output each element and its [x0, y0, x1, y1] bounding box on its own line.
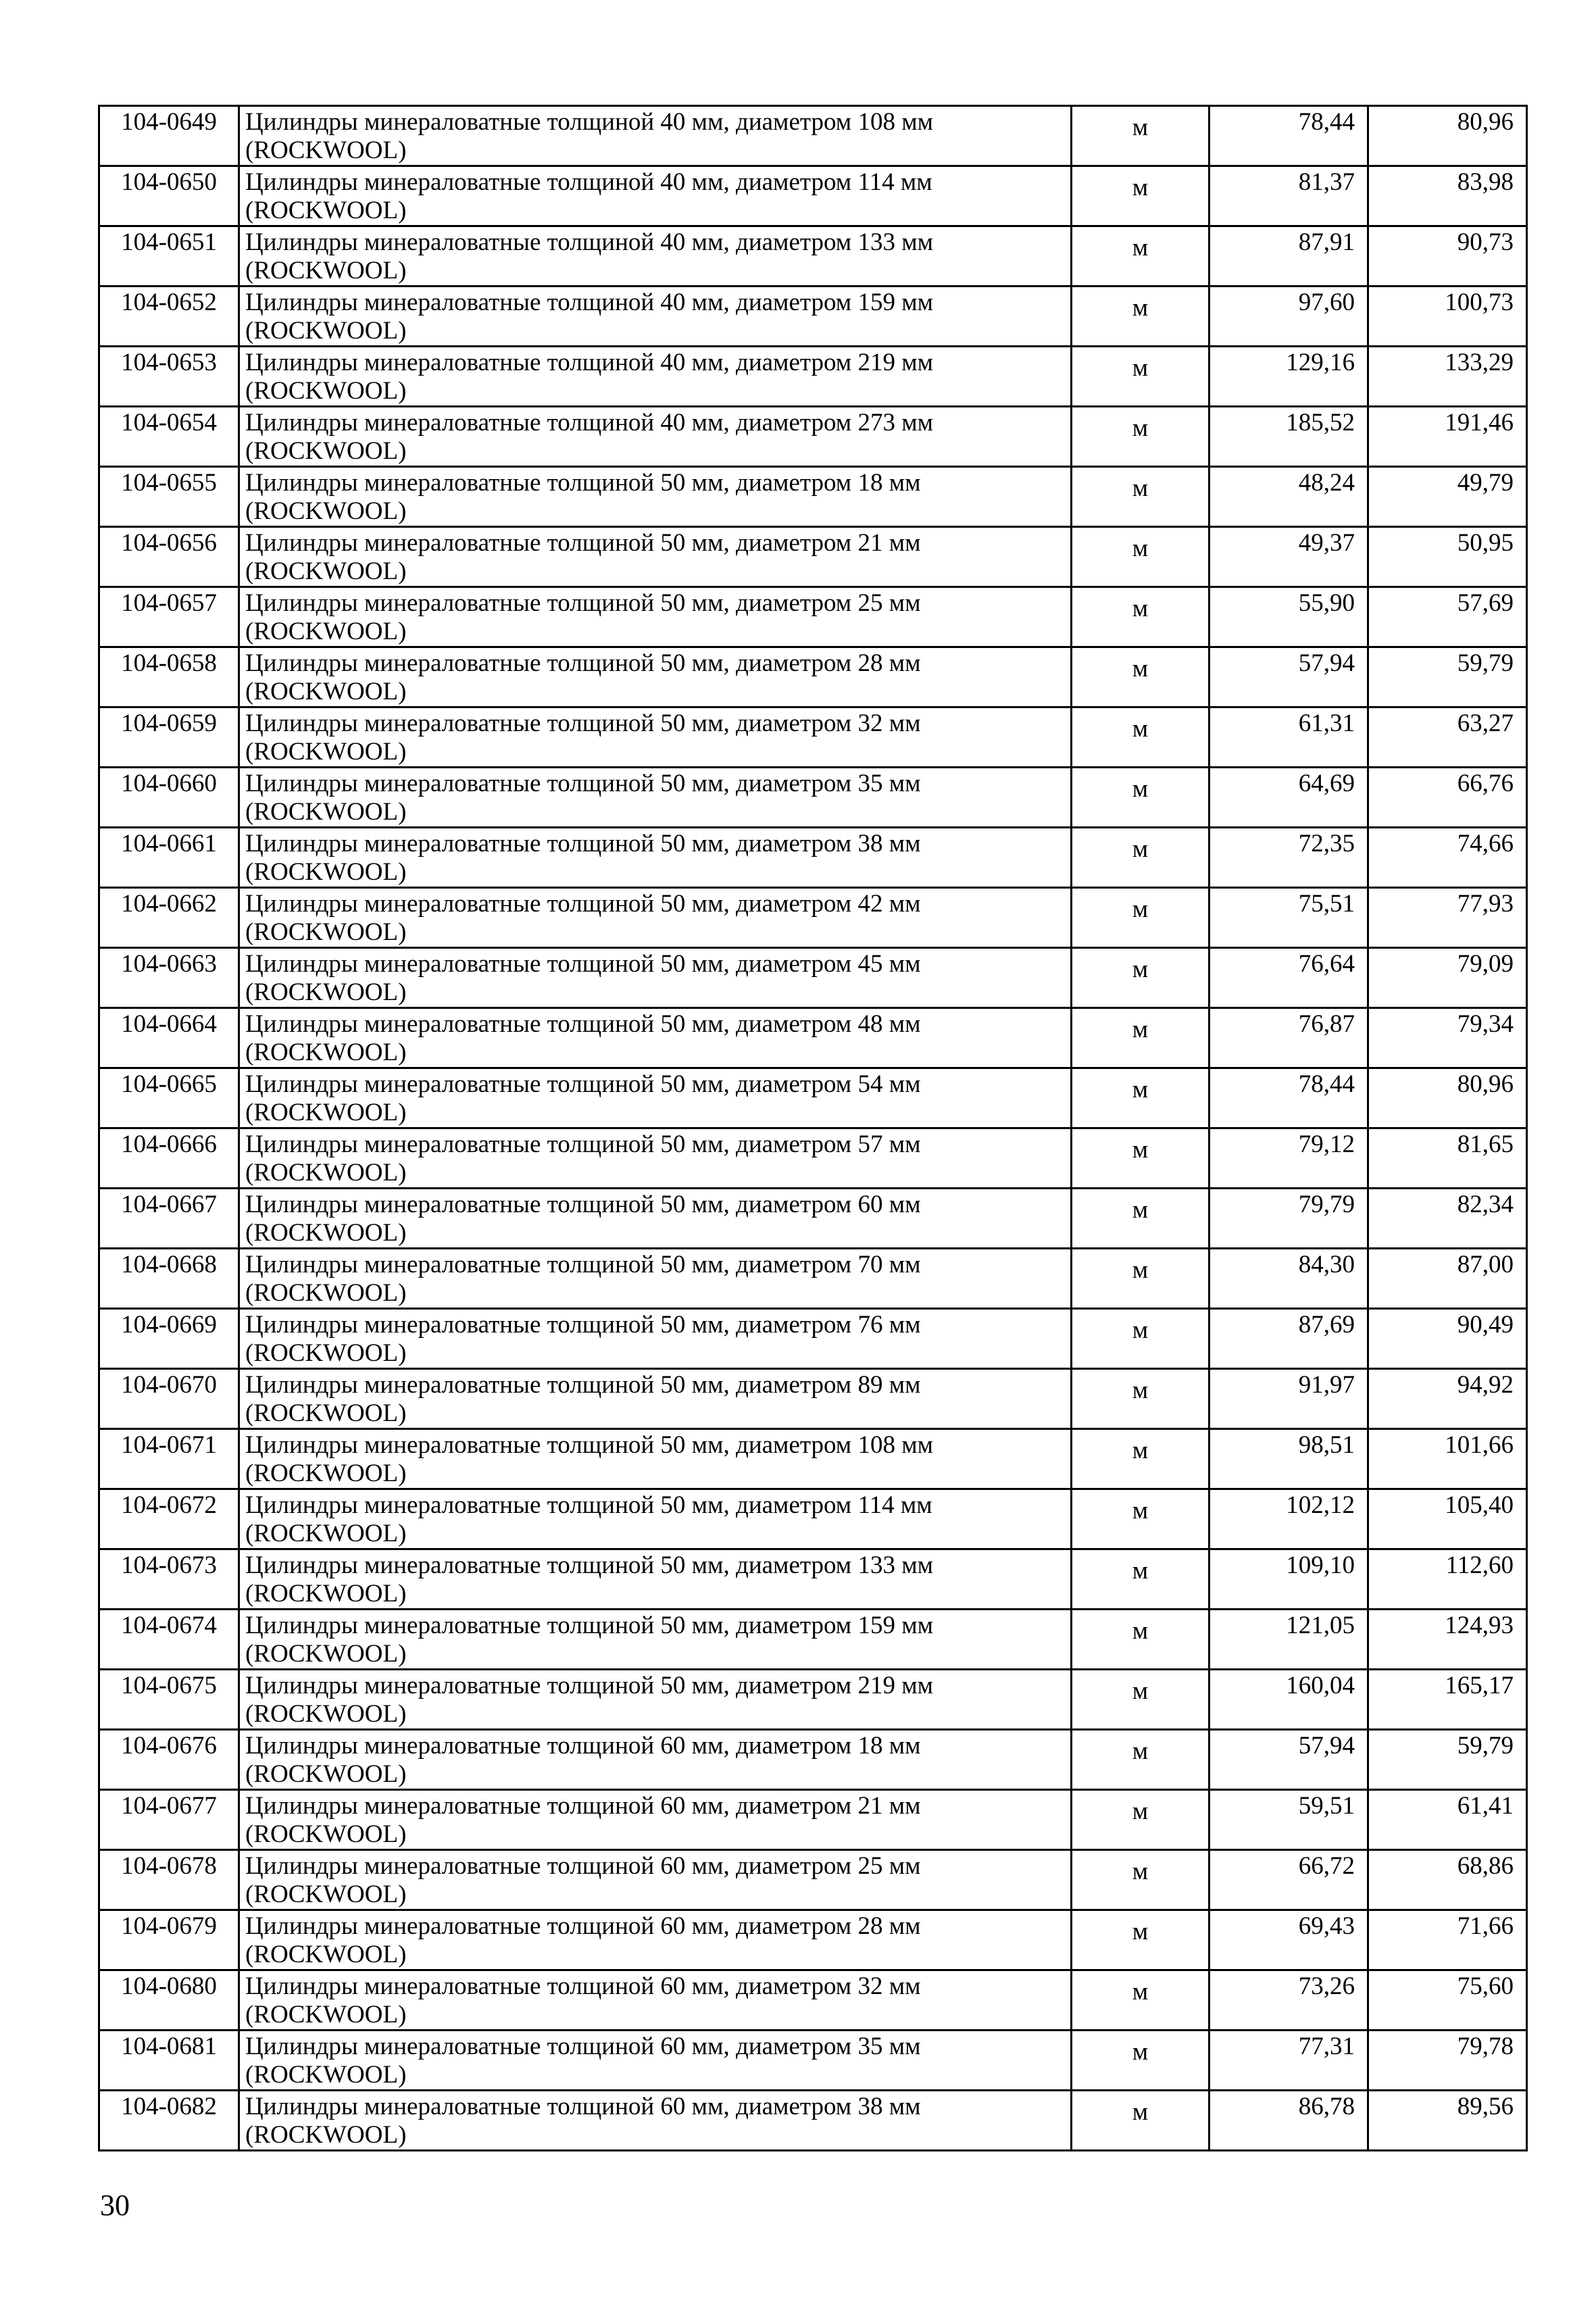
item-brand: (ROCKWOOL) [245, 858, 407, 886]
item-brand: (ROCKWOOL) [245, 978, 407, 1006]
item-price-1: 76,64 [1210, 948, 1368, 1008]
item-brand: (ROCKWOOL) [245, 2061, 407, 2089]
item-description [239, 1970, 1072, 2031]
item-unit: м [1072, 1369, 1210, 1429]
item-brand: (ROCKWOOL) [245, 1460, 407, 1487]
item-brand: (ROCKWOOL) [245, 1339, 407, 1367]
item-unit: м [1072, 587, 1210, 647]
item-code: 104-0671 [99, 1429, 239, 1489]
item-unit: м [1072, 1189, 1210, 1249]
item-description [239, 1610, 1072, 1670]
table-row [99, 2031, 1527, 2091]
item-unit: м [1072, 647, 1210, 707]
item-code: 104-0669 [99, 1309, 239, 1369]
item-name: Цилиндры минераловатные толщиной 50 мм, диаметром 60 мм [245, 1191, 921, 1218]
table-row [99, 1309, 1527, 1369]
item-name: Цилиндры минераловатные толщиной 50 мм, диаметром 54 мм [245, 1070, 921, 1098]
item-unit: м [1072, 2031, 1210, 2091]
item-description [239, 1008, 1072, 1068]
item-brand: (ROCKWOOL) [245, 497, 407, 525]
item-unit: м [1072, 1429, 1210, 1489]
item-price-1: 57,94 [1210, 647, 1368, 707]
table-row [99, 1610, 1527, 1670]
item-name: Цилиндры минераловатные толщиной 60 мм, диаметром 38 мм [245, 2093, 921, 2120]
item-name: Цилиндры минераловатные толщиной 60 мм, диаметром 32 мм [245, 1972, 921, 2000]
item-price-2: 49,79 [1368, 467, 1527, 527]
item-price-1: 49,37 [1210, 527, 1368, 587]
item-description [239, 1730, 1072, 1790]
item-brand: (ROCKWOOL) [245, 1640, 407, 1668]
table-row [99, 1850, 1527, 1910]
item-price-2: 79,78 [1368, 2031, 1527, 2091]
table-row [99, 2091, 1527, 2151]
item-code: 104-0674 [99, 1610, 239, 1670]
item-price-1: 55,90 [1210, 587, 1368, 647]
item-code: 104-0661 [99, 828, 239, 888]
item-unit: м [1072, 948, 1210, 1008]
item-code: 104-0652 [99, 287, 239, 347]
item-price-1: 129,16 [1210, 347, 1368, 407]
item-unit: м [1072, 527, 1210, 587]
item-description [239, 1790, 1072, 1850]
item-unit: м [1072, 888, 1210, 948]
item-code: 104-0670 [99, 1369, 239, 1429]
item-price-1: 75,51 [1210, 888, 1368, 948]
item-brand: (ROCKWOOL) [245, 437, 407, 465]
item-unit: м [1072, 1128, 1210, 1189]
item-unit: м [1072, 1730, 1210, 1790]
item-unit: м [1072, 1670, 1210, 1730]
item-description [239, 1549, 1072, 1610]
page-number: 30 [100, 2189, 130, 2222]
item-brand: (ROCKWOOL) [245, 618, 407, 645]
table-row [99, 1369, 1527, 1429]
item-brand: (ROCKWOOL) [245, 317, 407, 345]
item-price-1: 61,31 [1210, 707, 1368, 768]
item-unit: м [1072, 1610, 1210, 1670]
item-unit: м [1072, 1309, 1210, 1369]
item-brand: (ROCKWOOL) [245, 257, 407, 284]
item-name: Цилиндры минераловатные толщиной 50 мм, диаметром 159 мм [245, 1612, 934, 1639]
item-name: Цилиндры минераловатные толщиной 40 мм, диаметром 114 мм [245, 168, 932, 196]
table-row [99, 1970, 1527, 2031]
item-unit: м [1072, 707, 1210, 768]
item-description [239, 888, 1072, 948]
table-row [99, 1549, 1527, 1610]
item-name: Цилиндры минераловатные толщиной 40 мм, диаметром 133 мм [245, 228, 934, 256]
item-name: Цилиндры минераловатные толщиной 50 мм, диаметром 21 мм [245, 529, 921, 557]
table-row [99, 1189, 1527, 1249]
item-price-2: 82,34 [1368, 1189, 1527, 1249]
table-row [99, 707, 1527, 768]
item-price-1: 76,87 [1210, 1008, 1368, 1068]
item-code: 104-0681 [99, 2031, 239, 2091]
item-code: 104-0680 [99, 1970, 239, 2031]
item-description [239, 287, 1072, 347]
item-price-2: 124,93 [1368, 1610, 1527, 1670]
item-price-1: 78,44 [1210, 106, 1368, 166]
item-brand: (ROCKWOOL) [245, 1941, 407, 1968]
item-price-2: 63,27 [1368, 707, 1527, 768]
item-code: 104-0650 [99, 166, 239, 226]
table-row [99, 888, 1527, 948]
table-row [99, 287, 1527, 347]
item-name: Цилиндры минераловатные толщиной 60 мм, диаметром 18 мм [245, 1732, 921, 1760]
item-unit: м [1072, 1249, 1210, 1309]
item-price-1: 72,35 [1210, 828, 1368, 888]
item-price-1: 77,31 [1210, 2031, 1368, 2091]
table-row [99, 166, 1527, 226]
item-brand: (ROCKWOOL) [245, 1219, 407, 1247]
item-price-1: 86,78 [1210, 2091, 1368, 2151]
item-price-2: 112,60 [1368, 1549, 1527, 1610]
item-name: Цилиндры минераловатные толщиной 50 мм, диаметром 76 мм [245, 1311, 921, 1339]
item-unit: м [1072, 287, 1210, 347]
item-unit: м [1072, 1489, 1210, 1549]
item-name: Цилиндры минераловатные толщиной 50 мм, диаметром 45 мм [245, 950, 921, 978]
item-code: 104-0682 [99, 2091, 239, 2151]
table-row [99, 1730, 1527, 1790]
table-row [99, 1489, 1527, 1549]
item-description [239, 707, 1072, 768]
item-code: 104-0667 [99, 1189, 239, 1249]
item-brand: (ROCKWOOL) [245, 918, 407, 946]
price-table-body [99, 106, 1527, 2151]
item-brand: (ROCKWOOL) [245, 738, 407, 766]
item-brand: (ROCKWOOL) [245, 1279, 407, 1307]
item-price-1: 79,12 [1210, 1128, 1368, 1189]
item-code: 104-0676 [99, 1730, 239, 1790]
item-description [239, 948, 1072, 1008]
table-row [99, 828, 1527, 888]
item-name: Цилиндры минераловатные толщиной 40 мм, диаметром 219 мм [245, 349, 934, 376]
item-code: 104-0658 [99, 647, 239, 707]
item-brand: (ROCKWOOL) [245, 2121, 407, 2149]
item-description [239, 166, 1072, 226]
item-price-2: 75,60 [1368, 1970, 1527, 2031]
item-brand: (ROCKWOOL) [245, 557, 407, 585]
item-description [239, 1489, 1072, 1549]
item-name: Цилиндры минераловатные толщиной 40 мм, диаметром 273 мм [245, 409, 934, 437]
item-price-2: 105,40 [1368, 1489, 1527, 1549]
item-code: 104-0663 [99, 948, 239, 1008]
item-price-2: 191,46 [1368, 407, 1527, 467]
item-brand: (ROCKWOOL) [245, 197, 407, 224]
item-unit: м [1072, 106, 1210, 166]
item-price-1: 79,79 [1210, 1189, 1368, 1249]
item-name: Цилиндры минераловатные толщиной 50 мм, диаметром 70 мм [245, 1251, 921, 1278]
item-description [239, 1128, 1072, 1189]
item-price-1: 109,10 [1210, 1549, 1368, 1610]
item-brand: (ROCKWOOL) [245, 1760, 407, 1788]
item-name: Цилиндры минераловатные толщиной 50 мм, диаметром 38 мм [245, 830, 921, 857]
item-code: 104-0664 [99, 1008, 239, 1068]
item-brand: (ROCKWOOL) [245, 1580, 407, 1608]
item-brand: (ROCKWOOL) [245, 377, 407, 405]
item-code: 104-0665 [99, 1068, 239, 1128]
item-name: Цилиндры минераловатные толщиной 40 мм, диаметром 108 мм [245, 108, 934, 136]
item-code: 104-0660 [99, 768, 239, 828]
item-code: 104-0649 [99, 106, 239, 166]
item-name: Цилиндры минераловатные толщиной 50 мм, диаметром 57 мм [245, 1130, 921, 1158]
item-brand: (ROCKWOOL) [245, 1520, 407, 1547]
item-price-1: 78,44 [1210, 1068, 1368, 1128]
item-brand: (ROCKWOOL) [245, 1700, 407, 1728]
item-code: 104-0656 [99, 527, 239, 587]
item-price-2: 94,92 [1368, 1369, 1527, 1429]
item-price-1: 64,69 [1210, 768, 1368, 828]
table-row [99, 1008, 1527, 1068]
item-price-1: 102,12 [1210, 1489, 1368, 1549]
item-price-1: 185,52 [1210, 407, 1368, 467]
item-brand: (ROCKWOOL) [245, 1099, 407, 1126]
item-unit: м [1072, 1549, 1210, 1610]
item-unit: м [1072, 768, 1210, 828]
item-name: Цилиндры минераловатные толщиной 50 мм, диаметром 28 мм [245, 649, 921, 677]
item-price-2: 100,73 [1368, 287, 1527, 347]
item-code: 104-0654 [99, 407, 239, 467]
table-row [99, 587, 1527, 647]
item-code: 104-0659 [99, 707, 239, 768]
item-code: 104-0677 [99, 1790, 239, 1850]
table-row [99, 106, 1527, 166]
item-brand: (ROCKWOOL) [245, 1881, 407, 1908]
table-row [99, 1128, 1527, 1189]
item-description [239, 1068, 1072, 1128]
item-price-2: 165,17 [1368, 1670, 1527, 1730]
item-price-1: 98,51 [1210, 1429, 1368, 1489]
item-price-2: 83,98 [1368, 166, 1527, 226]
item-name: Цилиндры минераловатные толщиной 50 мм, диаметром 219 мм [245, 1672, 934, 1699]
item-description [239, 768, 1072, 828]
item-code: 104-0672 [99, 1489, 239, 1549]
item-unit: м [1072, 347, 1210, 407]
table-row [99, 768, 1527, 828]
item-price-1: 59,51 [1210, 1790, 1368, 1850]
item-code: 104-0673 [99, 1549, 239, 1610]
item-price-1: 121,05 [1210, 1610, 1368, 1670]
item-description [239, 1249, 1072, 1309]
item-name: Цилиндры минераловатные толщиной 50 мм, диаметром 35 мм [245, 770, 921, 797]
item-price-1: 66,72 [1210, 1850, 1368, 1910]
item-code: 104-0679 [99, 1910, 239, 1970]
item-price-2: 61,41 [1368, 1790, 1527, 1850]
table-row [99, 1670, 1527, 1730]
item-price-2: 79,09 [1368, 948, 1527, 1008]
item-brand: (ROCKWOOL) [245, 678, 407, 705]
table-row [99, 1790, 1527, 1850]
table-row [99, 467, 1527, 527]
item-unit: м [1072, 1910, 1210, 1970]
item-unit: м [1072, 1850, 1210, 1910]
item-price-2: 57,69 [1368, 587, 1527, 647]
item-description [239, 647, 1072, 707]
item-code: 104-0651 [99, 226, 239, 287]
item-unit: м [1072, 2091, 1210, 2151]
item-price-2: 77,93 [1368, 888, 1527, 948]
item-price-2: 59,79 [1368, 1730, 1527, 1790]
table-row [99, 407, 1527, 467]
item-price-2: 133,29 [1368, 347, 1527, 407]
item-price-1: 57,94 [1210, 1730, 1368, 1790]
item-code: 104-0678 [99, 1850, 239, 1910]
item-code: 104-0662 [99, 888, 239, 948]
item-code: 104-0666 [99, 1128, 239, 1189]
item-brand: (ROCKWOOL) [245, 1399, 407, 1427]
item-price-1: 160,04 [1210, 1670, 1368, 1730]
item-name: Цилиндры минераловатные толщиной 60 мм, диаметром 21 мм [245, 1792, 921, 1820]
item-description [239, 2031, 1072, 2091]
item-brand: (ROCKWOOL) [245, 2001, 407, 2028]
item-name: Цилиндры минераловатные толщиной 60 мм, диаметром 28 мм [245, 1912, 921, 1940]
item-name: Цилиндры минераловатные толщиной 40 мм, диаметром 159 мм [245, 289, 934, 316]
item-code: 104-0668 [99, 1249, 239, 1309]
item-price-1: 87,69 [1210, 1309, 1368, 1369]
item-price-2: 50,95 [1368, 527, 1527, 587]
item-price-1: 87,91 [1210, 226, 1368, 287]
item-code: 104-0675 [99, 1670, 239, 1730]
item-brand: (ROCKWOOL) [245, 1159, 407, 1187]
item-price-2: 101,66 [1368, 1429, 1527, 1489]
item-description [239, 1429, 1072, 1489]
item-description [239, 587, 1072, 647]
item-price-2: 74,66 [1368, 828, 1527, 888]
table-row [99, 1068, 1527, 1128]
item-price-2: 68,86 [1368, 1850, 1527, 1910]
item-unit: м [1072, 467, 1210, 527]
item-unit: м [1072, 1970, 1210, 2031]
item-code: 104-0657 [99, 587, 239, 647]
item-price-2: 87,00 [1368, 1249, 1527, 1309]
item-description [239, 1910, 1072, 1970]
item-price-1: 84,30 [1210, 1249, 1368, 1309]
item-unit: м [1072, 166, 1210, 226]
item-brand: (ROCKWOOL) [245, 1820, 407, 1848]
item-description [239, 106, 1072, 166]
table-row [99, 948, 1527, 1008]
item-name: Цилиндры минераловатные толщиной 50 мм, диаметром 42 мм [245, 890, 921, 918]
item-name: Цилиндры минераловатные толщиной 50 мм, диаметром 25 мм [245, 589, 921, 617]
item-description [239, 347, 1072, 407]
item-unit: м [1072, 828, 1210, 888]
item-unit: м [1072, 1008, 1210, 1068]
item-name: Цилиндры минераловатные толщиной 50 мм, диаметром 108 мм [245, 1431, 934, 1459]
item-price-2: 59,79 [1368, 647, 1527, 707]
item-name: Цилиндры минераловатные толщиной 60 мм, диаметром 35 мм [245, 2033, 921, 2060]
item-price-1: 69,43 [1210, 1910, 1368, 1970]
item-price-2: 71,66 [1368, 1910, 1527, 1970]
item-price-1: 97,60 [1210, 287, 1368, 347]
table-row [99, 1429, 1527, 1489]
item-brand: (ROCKWOOL) [245, 136, 407, 164]
item-price-2: 66,76 [1368, 768, 1527, 828]
item-description [239, 407, 1072, 467]
item-price-2: 80,96 [1368, 106, 1527, 166]
item-description [239, 226, 1072, 287]
item-price-1: 73,26 [1210, 1970, 1368, 2031]
item-price-2: 80,96 [1368, 1068, 1527, 1128]
item-name: Цилиндры минераловатные толщиной 50 мм, диаметром 48 мм [245, 1010, 921, 1038]
table-row [99, 1249, 1527, 1309]
item-price-2: 89,56 [1368, 2091, 1527, 2151]
item-unit: м [1072, 1068, 1210, 1128]
item-description [239, 1369, 1072, 1429]
item-price-1: 81,37 [1210, 166, 1368, 226]
item-name: Цилиндры минераловатные толщиной 50 мм, диаметром 89 мм [245, 1371, 921, 1399]
price-table [98, 105, 1528, 2151]
table-row [99, 647, 1527, 707]
item-price-1: 91,97 [1210, 1369, 1368, 1429]
item-unit: м [1072, 1790, 1210, 1850]
item-price-1: 48,24 [1210, 467, 1368, 527]
item-name: Цилиндры минераловатные толщиной 50 мм, диаметром 32 мм [245, 710, 921, 737]
item-description [239, 1850, 1072, 1910]
item-price-2: 90,49 [1368, 1309, 1527, 1369]
item-description [239, 2091, 1072, 2151]
item-unit: м [1072, 226, 1210, 287]
item-price-2: 79,34 [1368, 1008, 1527, 1068]
item-description [239, 828, 1072, 888]
table-row [99, 1910, 1527, 1970]
table-row [99, 226, 1527, 287]
item-name: Цилиндры минераловатные толщиной 50 мм, диаметром 114 мм [245, 1491, 932, 1519]
item-brand: (ROCKWOOL) [245, 798, 407, 826]
item-price-2: 81,65 [1368, 1128, 1527, 1189]
item-price-2: 90,73 [1368, 226, 1527, 287]
item-description [239, 1189, 1072, 1249]
item-description [239, 1670, 1072, 1730]
item-name: Цилиндры минераловатные толщиной 50 мм, диаметром 18 мм [245, 469, 921, 497]
item-name: Цилиндры минераловатные толщиной 50 мм, диаметром 133 мм [245, 1551, 934, 1579]
item-brand: (ROCKWOOL) [245, 1039, 407, 1066]
table-row [99, 527, 1527, 587]
item-description [239, 1309, 1072, 1369]
table-row [99, 347, 1527, 407]
item-name: Цилиндры минераловатные толщиной 60 мм, диаметром 25 мм [245, 1852, 921, 1880]
item-unit: м [1072, 407, 1210, 467]
item-code: 104-0653 [99, 347, 239, 407]
item-description [239, 467, 1072, 527]
item-description [239, 527, 1072, 587]
item-code: 104-0655 [99, 467, 239, 527]
